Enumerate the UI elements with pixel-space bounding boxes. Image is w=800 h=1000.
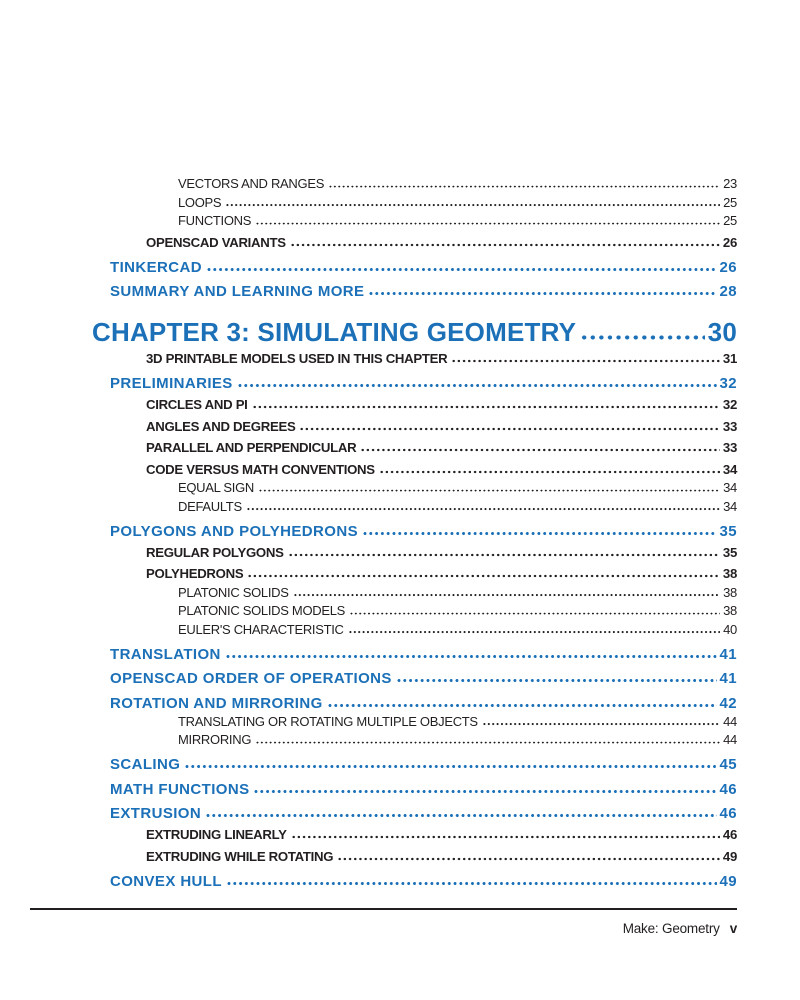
dot-leader <box>207 267 717 272</box>
toc-entry-page: 26 <box>722 234 737 250</box>
toc-entry <box>92 439 737 458</box>
toc-entry-label: TINKERCAD <box>110 258 202 276</box>
toc-list <box>92 175 737 891</box>
toc-entry <box>92 212 737 231</box>
toc-entry-label: CHAPTER 3: SIMULATING GEOMETRY <box>92 317 577 347</box>
toc-entry-page: 28 <box>719 283 737 300</box>
toc-entry-page: 33 <box>722 440 737 455</box>
toc-entry-page: 41 <box>719 645 737 663</box>
dot-leader <box>238 383 717 388</box>
dot-leader <box>206 813 716 818</box>
toc-entry <box>92 544 737 563</box>
toc-entry-label: PRELIMINARIES <box>110 375 233 392</box>
toc-entry <box>92 694 737 713</box>
toc-entry-label: EXTRUDING WHILE ROTATING <box>146 848 334 864</box>
toc-entry-page: 46 <box>719 805 737 822</box>
toc-entry <box>92 804 737 823</box>
dot-leader <box>300 427 719 431</box>
toc-entry <box>92 584 737 603</box>
toc-entry <box>92 565 737 584</box>
toc-entry-label: DEFAULTS <box>178 498 242 514</box>
toc-entry-page: 35 <box>722 544 737 560</box>
toc-entry <box>92 282 737 301</box>
toc-entry-label: LOOPS <box>178 194 222 210</box>
toc-entry-label: POLYGONS AND POLYHEDRONS <box>110 522 358 540</box>
toc-entry-label: FUNCTIONS <box>178 213 252 228</box>
dot-leader <box>248 574 720 578</box>
dot-leader <box>294 593 721 597</box>
dot-leader <box>292 835 720 839</box>
toc-entry-page: 34 <box>723 498 737 514</box>
toc-entry-page: 46 <box>722 827 737 842</box>
toc-entry-label: PARALLEL AND PERPENDICULAR <box>146 440 357 455</box>
toc-entry-page: 34 <box>722 461 737 477</box>
toc-entry <box>92 731 737 750</box>
toc-entry-page: 25 <box>723 213 737 228</box>
toc-entry <box>92 194 737 213</box>
toc-entry-label: EXTRUDING LINEARLY <box>146 827 287 842</box>
toc-entry-label: VECTORS AND RANGES <box>178 176 325 191</box>
toc-entry-page: 45 <box>719 756 737 773</box>
toc-entry-label: PLATONIC SOLIDS MODELS <box>178 603 346 618</box>
toc-entry-page: 23 <box>723 176 737 191</box>
dot-leader <box>226 203 720 207</box>
dot-leader <box>256 222 720 226</box>
toc-entry <box>92 602 737 621</box>
toc-entry <box>92 621 737 640</box>
toc-entry-label: SCALING <box>110 756 181 773</box>
toc-entry <box>92 848 737 867</box>
toc-entry-page: 42 <box>719 694 737 712</box>
toc-entry-label: OPENSCAD VARIANTS <box>146 234 286 250</box>
dot-leader <box>226 654 717 659</box>
toc-entry <box>92 479 737 498</box>
dot-leader <box>254 789 716 794</box>
toc-entry-label: TRANSLATING OR ROTATING MULTIPLE OBJECTS <box>178 713 478 729</box>
dot-leader <box>483 722 720 726</box>
dot-leader <box>291 243 720 247</box>
dot-leader <box>289 553 720 557</box>
toc-entry <box>92 461 737 480</box>
toc-entry-label: EQUAL SIGN <box>178 480 254 495</box>
dot-leader <box>363 531 717 536</box>
dot-leader <box>328 703 717 708</box>
toc-entry <box>92 350 737 369</box>
toc-entry <box>92 374 737 393</box>
toc-entry-label: EXTRUSION <box>110 805 202 822</box>
dot-leader <box>338 857 720 861</box>
toc-entry-page: 41 <box>719 670 737 687</box>
toc-entry-page: 44 <box>723 732 737 747</box>
toc-entry-label: PLATONIC SOLIDS <box>178 584 289 600</box>
dot-leader <box>369 291 716 296</box>
toc-entry-page: 33 <box>722 418 737 434</box>
dot-leader <box>581 334 705 342</box>
page-footer <box>623 921 737 936</box>
toc-entry-page: 46 <box>719 780 737 798</box>
toc-entry-page: 26 <box>719 258 737 276</box>
dot-leader <box>361 448 720 452</box>
dot-leader <box>329 185 720 189</box>
toc-entry-label: ANGLES AND DEGREES <box>146 418 296 434</box>
dot-leader <box>259 489 720 493</box>
toc-entry-label: CIRCLES AND PI <box>146 397 248 412</box>
dot-leader <box>227 881 717 886</box>
dot-leader <box>380 470 720 474</box>
toc-entry-page: 38 <box>723 603 737 618</box>
toc-entry-page: 38 <box>723 584 737 600</box>
dot-leader <box>256 741 720 745</box>
toc-entry <box>92 755 737 774</box>
toc-entry-label: TRANSLATION <box>110 645 221 663</box>
toc-entry <box>92 418 737 437</box>
toc-entry <box>92 396 737 415</box>
toc-entry-label: ROTATION AND MIRRORING <box>110 694 323 712</box>
dot-leader <box>185 764 716 769</box>
footer-page-number: v <box>729 921 737 936</box>
toc-entry-page: 30 <box>707 317 737 347</box>
toc-entry-label: OPENSCAD ORDER OF OPERATIONS <box>110 670 392 687</box>
toc-entry <box>92 872 737 891</box>
toc-entry-page: 31 <box>722 351 737 366</box>
toc-entry <box>92 780 737 799</box>
toc-entry <box>92 498 737 517</box>
toc-entry-label: SUMMARY AND LEARNING MORE <box>110 283 365 300</box>
toc-entry <box>92 826 737 845</box>
toc-entry-label: REGULAR POLYGONS <box>146 544 284 560</box>
toc-entry-page: 40 <box>723 621 737 637</box>
dot-leader <box>397 678 717 683</box>
toc-entry-page: 35 <box>719 522 737 540</box>
footer-book-title: Make: Geometry <box>622 921 720 936</box>
toc-entry-page: 49 <box>719 872 737 890</box>
toc-entry-label: EULER'S CHARACTERISTIC <box>178 621 344 637</box>
toc-entry-label: 3D PRINTABLE MODELS USED IN THIS CHAPTER <box>146 351 448 366</box>
toc-entry-page: 32 <box>722 397 737 412</box>
dot-leader <box>350 612 720 616</box>
toc-entry <box>92 713 737 732</box>
dot-leader <box>452 359 720 363</box>
toc-entry <box>92 175 737 194</box>
toc-entry-page: 49 <box>722 848 737 864</box>
toc-entry-label: MATH FUNCTIONS <box>110 780 250 798</box>
toc-entry-label: MIRRORING <box>178 732 252 747</box>
toc-entry-label: CONVEX HULL <box>110 872 222 890</box>
toc-entry <box>92 522 737 541</box>
toc-entry-page: 38 <box>722 566 737 581</box>
toc-entry-page: 32 <box>719 375 737 392</box>
toc-entry <box>92 645 737 664</box>
toc-entry-label: POLYHEDRONS <box>146 566 244 581</box>
toc-entry <box>92 234 737 253</box>
toc-entry <box>92 317 737 347</box>
toc-entry-label: CODE VERSUS MATH CONVENTIONS <box>146 461 375 477</box>
toc-entry-page: 34 <box>723 480 737 495</box>
toc-entry <box>92 258 737 277</box>
dot-leader <box>253 405 720 409</box>
toc-entry-page: 44 <box>723 713 737 729</box>
dot-leader <box>349 630 720 634</box>
footer-rule <box>30 908 737 910</box>
toc-entry <box>92 669 737 688</box>
toc-entry-page: 25 <box>723 194 737 210</box>
dot-leader <box>247 507 720 511</box>
